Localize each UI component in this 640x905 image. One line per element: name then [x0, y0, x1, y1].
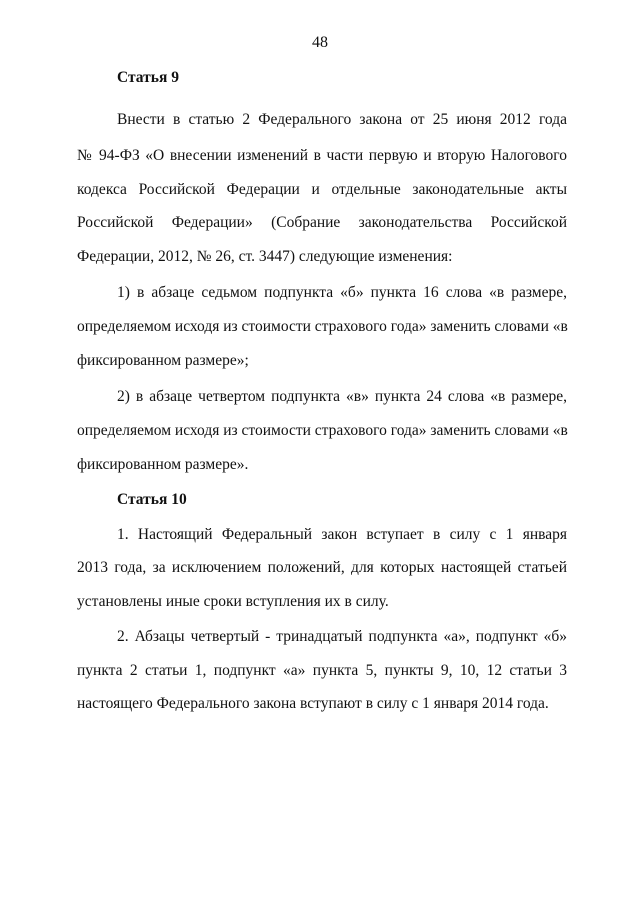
article-9-intro-line-3: кодекса Российской Федерации и отдельные законодательные акты: [77, 181, 567, 198]
article-9-intro-line-2: № 94-ФЗ «О внесении изменений в части первую и вторую Налогового: [77, 147, 567, 164]
article-9-item-1-line-3: фиксированном размере»;: [77, 352, 249, 369]
article-9-item-1-line-1: 1) в абзаце седьмом подпункта «б» пункта 16 слова «в размере,: [117, 284, 567, 301]
article-9-item-2-line-3: фиксированном размере».: [77, 456, 249, 473]
article-10-item-2-line-2: пункта 2 статьи 1, подпункт «а» пункта 5, пункты 9, 10, 12 статьи 3: [77, 662, 567, 679]
article-9-intro-line-5: Федерации, 2012, № 26, ст. 3447) следующие изменения:: [77, 248, 453, 265]
article-10-item-1-line-3: установлены иные сроки вступления их в силу.: [77, 593, 389, 610]
article-10-item-1-line-2: 2013 года, за исключением положений, для которых настоящей статьей: [77, 559, 567, 576]
article-10-item-1-line-1: 1. Настоящий Федеральный закон вступает в силу с 1 января: [117, 526, 567, 543]
article-10-heading: Статья 10: [117, 491, 187, 508]
article-10-item-2-line-1: 2. Абзацы четвертый - тринадцатый подпункта «а», подпункт «б»: [117, 628, 567, 645]
article-10-item-2-line-3: настоящего Федерального закона вступают в силу с 1 января 2014 года.: [77, 695, 549, 712]
article-9-item-2-line-1: 2) в абзаце четвертом подпункта «в» пункта 24 слова «в размере,: [117, 388, 567, 405]
article-9-item-1-line-2: определяемом исходя из стоимости страхового года» заменить словами «в: [77, 318, 568, 335]
article-9-item-2-line-2: определяемом исходя из стоимости страхового года» заменить словами «в: [77, 422, 568, 439]
article-9-heading: Статья 9: [117, 69, 179, 86]
article-9-intro-line-1: Внести в статью 2 Федерального закона от 25 июня 2012 года: [117, 111, 567, 128]
page-number: 48: [312, 34, 328, 51]
article-9-intro-line-4: Российской Федерации» (Собрание законодательства Российской: [77, 214, 567, 231]
